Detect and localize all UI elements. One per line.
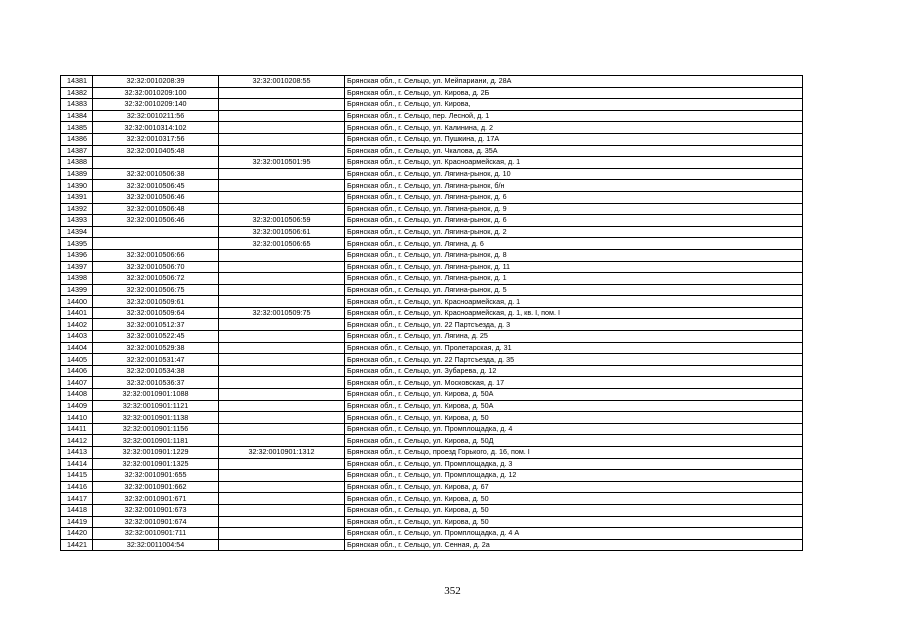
- record-number-cell: 14413: [61, 447, 93, 459]
- cadastral-number-cell: 32:32:0010901:1088: [93, 389, 219, 401]
- parent-cadastral-number-cell: [219, 122, 345, 134]
- address-cell: Брянская обл., г. Сельцо, ул. Лягина-рынок, д. 2: [345, 226, 803, 238]
- record-number-cell: 14412: [61, 435, 93, 447]
- record-number-cell: 14401: [61, 307, 93, 319]
- address-cell: Брянская обл., г. Сельцо, ул. Красноармейская, д. 1: [345, 296, 803, 308]
- cadastral-number-cell: 32:32:0010901:1121: [93, 400, 219, 412]
- record-number-cell: 14410: [61, 412, 93, 424]
- record-number-cell: 14397: [61, 261, 93, 273]
- cadastral-number-cell: 32:32:0010901:1138: [93, 412, 219, 424]
- parent-cadastral-number-cell: [219, 191, 345, 203]
- parent-cadastral-number-cell: [219, 145, 345, 157]
- table-row: [61, 76, 803, 88]
- cadastral-number-cell: 32:32:0010209:100: [93, 87, 219, 99]
- parent-cadastral-number-cell: [219, 493, 345, 505]
- table-row: [61, 226, 803, 238]
- cadastral-number-cell: 32:32:0010506:70: [93, 261, 219, 273]
- parent-cadastral-number-cell: [219, 389, 345, 401]
- address-cell: Брянская обл., г. Сельцо, ул. Промплощадка, д. 4 А: [345, 528, 803, 540]
- cadastral-number-cell: 32:32:0010208:39: [93, 76, 219, 88]
- address-cell: Брянская обл., г. Сельцо, ул. Красноармейская, д. 1: [345, 157, 803, 169]
- parent-cadastral-number-cell: [219, 481, 345, 493]
- address-cell: Брянская обл., г. Сельцо, ул. Лягина-рынок, д. 9: [345, 203, 803, 215]
- table-row: [61, 354, 803, 366]
- address-cell: Брянская обл., г. Сельцо, ул. Сенная, д. 2а: [345, 539, 803, 551]
- cadastral-number-cell: 32:32:0010506:75: [93, 284, 219, 296]
- address-cell: Брянская обл., г. Сельцо, пер. Лесной, д. 1: [345, 110, 803, 122]
- record-number-cell: 14387: [61, 145, 93, 157]
- address-cell: Брянская обл., г. Сельцо, ул. Московская, д. 17: [345, 377, 803, 389]
- address-cell: Брянская обл., г. Сельцо, ул. 22 Партсъезда, д. 35: [345, 354, 803, 366]
- address-cell: Брянская обл., г. Сельцо, ул. Мейпариани, д. 28А: [345, 76, 803, 88]
- address-cell: Брянская обл., г. Сельцо, ул. Промплощадка, д. 12: [345, 470, 803, 482]
- cadastral-number-cell: 32:32:0010506:66: [93, 249, 219, 261]
- cadastral-number-cell: [93, 238, 219, 250]
- address-cell: Брянская обл., г. Сельцо, проезд Горького, д. 16, пом. I: [345, 447, 803, 459]
- record-number-cell: 14403: [61, 331, 93, 343]
- address-cell: Брянская обл., г. Сельцо, ул. Кирова, д. 67: [345, 481, 803, 493]
- table-row: [61, 238, 803, 250]
- table-row: [61, 203, 803, 215]
- table-row: [61, 458, 803, 470]
- record-number-cell: 14392: [61, 203, 93, 215]
- parent-cadastral-number-cell: [219, 99, 345, 111]
- record-number-cell: 14385: [61, 122, 93, 134]
- table-row: [61, 284, 803, 296]
- cadastral-number-cell: 32:32:0010317:56: [93, 133, 219, 145]
- parent-cadastral-number-cell: [219, 284, 345, 296]
- address-cell: Брянская обл., г. Сельцо, ул. Кирова,: [345, 99, 803, 111]
- cadastral-number-cell: 32:32:0010534:38: [93, 365, 219, 377]
- table-row: [61, 307, 803, 319]
- cadastral-number-cell: 32:32:0010901:674: [93, 516, 219, 528]
- parent-cadastral-number-cell: [219, 470, 345, 482]
- table-row: [61, 400, 803, 412]
- table-row: [61, 99, 803, 111]
- address-cell: Брянская обл., г. Сельцо, ул. Лягина-рынок, д. 11: [345, 261, 803, 273]
- record-number-cell: 14415: [61, 470, 93, 482]
- address-cell: Брянская обл., г. Сельцо, ул. Лягина-рынок, б/н: [345, 180, 803, 192]
- cadastral-number-cell: 32:32:0010211:56: [93, 110, 219, 122]
- record-number-cell: 14382: [61, 87, 93, 99]
- parent-cadastral-number-cell: [219, 273, 345, 285]
- table-row: [61, 365, 803, 377]
- table-row: [61, 412, 803, 424]
- address-cell: Брянская обл., г. Сельцо, ул. 22 Партсъезда, д. 3: [345, 319, 803, 331]
- cadastral-number-cell: 32:32:0010522:45: [93, 331, 219, 343]
- parent-cadastral-number-cell: [219, 133, 345, 145]
- cadastral-number-cell: 32:32:0011004:54: [93, 539, 219, 551]
- cadastral-number-cell: 32:32:0010512:37: [93, 319, 219, 331]
- table-row: [61, 331, 803, 343]
- address-cell: Брянская обл., г. Сельцо, ул. Кирова, д. 50: [345, 412, 803, 424]
- address-cell: Брянская обл., г. Сельцо, ул. Промплощадка, д. 3: [345, 458, 803, 470]
- cadastral-number-cell: 32:32:0010901:671: [93, 493, 219, 505]
- record-number-cell: 14395: [61, 238, 93, 250]
- record-number-cell: 14418: [61, 504, 93, 516]
- records-table-body: [61, 76, 803, 551]
- record-number-cell: 14381: [61, 76, 93, 88]
- table-row: [61, 273, 803, 285]
- parent-cadastral-number-cell: [219, 516, 345, 528]
- parent-cadastral-number-cell: [219, 528, 345, 540]
- record-number-cell: 14409: [61, 400, 93, 412]
- cadastral-number-cell: 32:32:0010901:662: [93, 481, 219, 493]
- table-row: [61, 122, 803, 134]
- table-row: [61, 191, 803, 203]
- record-number-cell: 14419: [61, 516, 93, 528]
- table-row: [61, 215, 803, 227]
- parent-cadastral-number-cell: [219, 400, 345, 412]
- table-row: [61, 481, 803, 493]
- cadastral-number-cell: 32:32:0010506:46: [93, 191, 219, 203]
- address-cell: Брянская обл., г. Сельцо, ул. Промплощадка, д. 4: [345, 423, 803, 435]
- record-number-cell: 14421: [61, 539, 93, 551]
- cadastral-number-cell: 32:32:0010509:64: [93, 307, 219, 319]
- cadastral-number-cell: 32:32:0010901:1229: [93, 447, 219, 459]
- parent-cadastral-number-cell: [219, 539, 345, 551]
- address-cell: Брянская обл., г. Сельцо, ул. Лягина-рынок, д. 5: [345, 284, 803, 296]
- parent-cadastral-number-cell: [219, 319, 345, 331]
- cadastral-number-cell: 32:32:0010506:48: [93, 203, 219, 215]
- page-number: 352: [444, 585, 461, 597]
- parent-cadastral-number-cell: [219, 168, 345, 180]
- table-row: [61, 493, 803, 505]
- cadastral-number-cell: 32:32:0010509:61: [93, 296, 219, 308]
- parent-cadastral-number-cell: [219, 261, 345, 273]
- address-cell: Брянская обл., г. Сельцо, ул. Чкалова, д. 35А: [345, 145, 803, 157]
- record-number-cell: 14394: [61, 226, 93, 238]
- cadastral-number-cell: 32:32:0010314:102: [93, 122, 219, 134]
- table-row: [61, 423, 803, 435]
- cadastral-number-cell: [93, 226, 219, 238]
- address-cell: Брянская обл., г. Сельцо, ул. Лягина, д. 25: [345, 331, 803, 343]
- parent-cadastral-number-cell: [219, 504, 345, 516]
- table-row: [61, 261, 803, 273]
- cadastral-number-cell: 32:32:0010506:45: [93, 180, 219, 192]
- table-row: [61, 389, 803, 401]
- records-table: [60, 75, 803, 551]
- parent-cadastral-number-cell: 32:32:0010506:61: [219, 226, 345, 238]
- parent-cadastral-number-cell: [219, 203, 345, 215]
- record-number-cell: 14393: [61, 215, 93, 227]
- parent-cadastral-number-cell: 32:32:0010901:1312: [219, 447, 345, 459]
- record-number-cell: 14383: [61, 99, 93, 111]
- table-row: [61, 145, 803, 157]
- record-number-cell: 14398: [61, 273, 93, 285]
- table-row: [61, 377, 803, 389]
- parent-cadastral-number-cell: [219, 87, 345, 99]
- record-number-cell: 14416: [61, 481, 93, 493]
- record-number-cell: 14407: [61, 377, 93, 389]
- address-cell: Брянская обл., г. Сельцо, ул. Кирова, д. 50: [345, 504, 803, 516]
- record-number-cell: 14386: [61, 133, 93, 145]
- cadastral-number-cell: 32:32:0010405:48: [93, 145, 219, 157]
- address-cell: Брянская обл., г. Сельцо, ул. Кирова, д. 50А: [345, 389, 803, 401]
- address-cell: Брянская обл., г. Сельцо, ул. Лягина-рынок, д. 1: [345, 273, 803, 285]
- address-cell: Брянская обл., г. Сельцо, ул. Пушкина, д. 17А: [345, 133, 803, 145]
- parent-cadastral-number-cell: [219, 342, 345, 354]
- record-number-cell: 14420: [61, 528, 93, 540]
- record-number-cell: 14388: [61, 157, 93, 169]
- cadastral-number-cell: 32:32:0010901:1325: [93, 458, 219, 470]
- table-row: [61, 319, 803, 331]
- table-row: [61, 87, 803, 99]
- table-row: [61, 180, 803, 192]
- record-number-cell: 14389: [61, 168, 93, 180]
- table-row: [61, 447, 803, 459]
- table-row: [61, 249, 803, 261]
- table-row: [61, 110, 803, 122]
- record-number-cell: 14399: [61, 284, 93, 296]
- address-cell: Брянская обл., г. Сельцо, ул. Кирова, д. 50: [345, 516, 803, 528]
- record-number-cell: 14411: [61, 423, 93, 435]
- table-row: [61, 470, 803, 482]
- parent-cadastral-number-cell: [219, 435, 345, 447]
- address-cell: Брянская обл., г. Сельцо, ул. Лягина, д. 6: [345, 238, 803, 250]
- record-number-cell: 14414: [61, 458, 93, 470]
- cadastral-number-cell: 32:32:0010901:1156: [93, 423, 219, 435]
- parent-cadastral-number-cell: 32:32:0010509:75: [219, 307, 345, 319]
- cadastral-number-cell: 32:32:0010901:655: [93, 470, 219, 482]
- parent-cadastral-number-cell: [219, 110, 345, 122]
- parent-cadastral-number-cell: [219, 458, 345, 470]
- address-cell: Брянская обл., г. Сельцо, ул. Калинина, д. 2: [345, 122, 803, 134]
- parent-cadastral-number-cell: [219, 412, 345, 424]
- record-number-cell: 14391: [61, 191, 93, 203]
- record-number-cell: 14402: [61, 319, 93, 331]
- record-number-cell: 14400: [61, 296, 93, 308]
- record-number-cell: 14417: [61, 493, 93, 505]
- parent-cadastral-number-cell: [219, 249, 345, 261]
- cadastral-number-cell: 32:32:0010536:37: [93, 377, 219, 389]
- address-cell: Брянская обл., г. Сельцо, ул. Кирова, д. 2Б: [345, 87, 803, 99]
- parent-cadastral-number-cell: [219, 296, 345, 308]
- cadastral-number-cell: 32:32:0010506:38: [93, 168, 219, 180]
- table-row: [61, 528, 803, 540]
- cadastral-number-cell: 32:32:0010901:1181: [93, 435, 219, 447]
- table-row: [61, 516, 803, 528]
- table-row: [61, 168, 803, 180]
- cadastral-number-cell: 32:32:0010529:38: [93, 342, 219, 354]
- address-cell: Брянская обл., г. Сельцо, ул. Лягина-рынок, д. 8: [345, 249, 803, 261]
- table-row: [61, 539, 803, 551]
- table-row: [61, 296, 803, 308]
- cadastral-number-cell: [93, 157, 219, 169]
- address-cell: Брянская обл., г. Сельцо, ул. Кирова, д. 50: [345, 493, 803, 505]
- parent-cadastral-number-cell: 32:32:0010506:59: [219, 215, 345, 227]
- address-cell: Брянская обл., г. Сельцо, ул. Лягина-рынок, д. 6: [345, 191, 803, 203]
- parent-cadastral-number-cell: 32:32:0010208:55: [219, 76, 345, 88]
- parent-cadastral-number-cell: [219, 354, 345, 366]
- address-cell: Брянская обл., г. Сельцо, ул. Лягина-рынок, д. 10: [345, 168, 803, 180]
- record-number-cell: 14390: [61, 180, 93, 192]
- address-cell: Брянская обл., г. Сельцо, ул. Зубарева, д. 12: [345, 365, 803, 377]
- parent-cadastral-number-cell: [219, 377, 345, 389]
- record-number-cell: 14404: [61, 342, 93, 354]
- table-row: [61, 133, 803, 145]
- address-cell: Брянская обл., г. Сельцо, ул. Кирова, д. 50Д: [345, 435, 803, 447]
- cadastral-number-cell: 32:32:0010209:140: [93, 99, 219, 111]
- record-number-cell: 14396: [61, 249, 93, 261]
- cadastral-number-cell: 32:32:0010506:46: [93, 215, 219, 227]
- cadastral-number-cell: 32:32:0010506:72: [93, 273, 219, 285]
- parent-cadastral-number-cell: [219, 365, 345, 377]
- address-cell: Брянская обл., г. Сельцо, ул. Кирова, д. 50А: [345, 400, 803, 412]
- table-row: [61, 504, 803, 516]
- parent-cadastral-number-cell: [219, 423, 345, 435]
- parent-cadastral-number-cell: [219, 331, 345, 343]
- table-row: [61, 435, 803, 447]
- record-number-cell: 14406: [61, 365, 93, 377]
- record-number-cell: 14408: [61, 389, 93, 401]
- parent-cadastral-number-cell: [219, 180, 345, 192]
- address-cell: Брянская обл., г. Сельцо, ул. Лягина-рынок, д. 6: [345, 215, 803, 227]
- cadastral-number-cell: 32:32:0010901:673: [93, 504, 219, 516]
- cadastral-number-cell: 32:32:0010531:47: [93, 354, 219, 366]
- address-cell: Брянская обл., г. Сельцо, ул. Пролетарская, д. 31: [345, 342, 803, 354]
- parent-cadastral-number-cell: 32:32:0010501:95: [219, 157, 345, 169]
- table-row: [61, 342, 803, 354]
- record-number-cell: 14405: [61, 354, 93, 366]
- cadastral-number-cell: 32:32:0010901:711: [93, 528, 219, 540]
- record-number-cell: 14384: [61, 110, 93, 122]
- parent-cadastral-number-cell: 32:32:0010506:65: [219, 238, 345, 250]
- table-row: [61, 157, 803, 169]
- address-cell: Брянская обл., г. Сельцо, ул. Красноармейская, д. 1, кв. I, пом. I: [345, 307, 803, 319]
